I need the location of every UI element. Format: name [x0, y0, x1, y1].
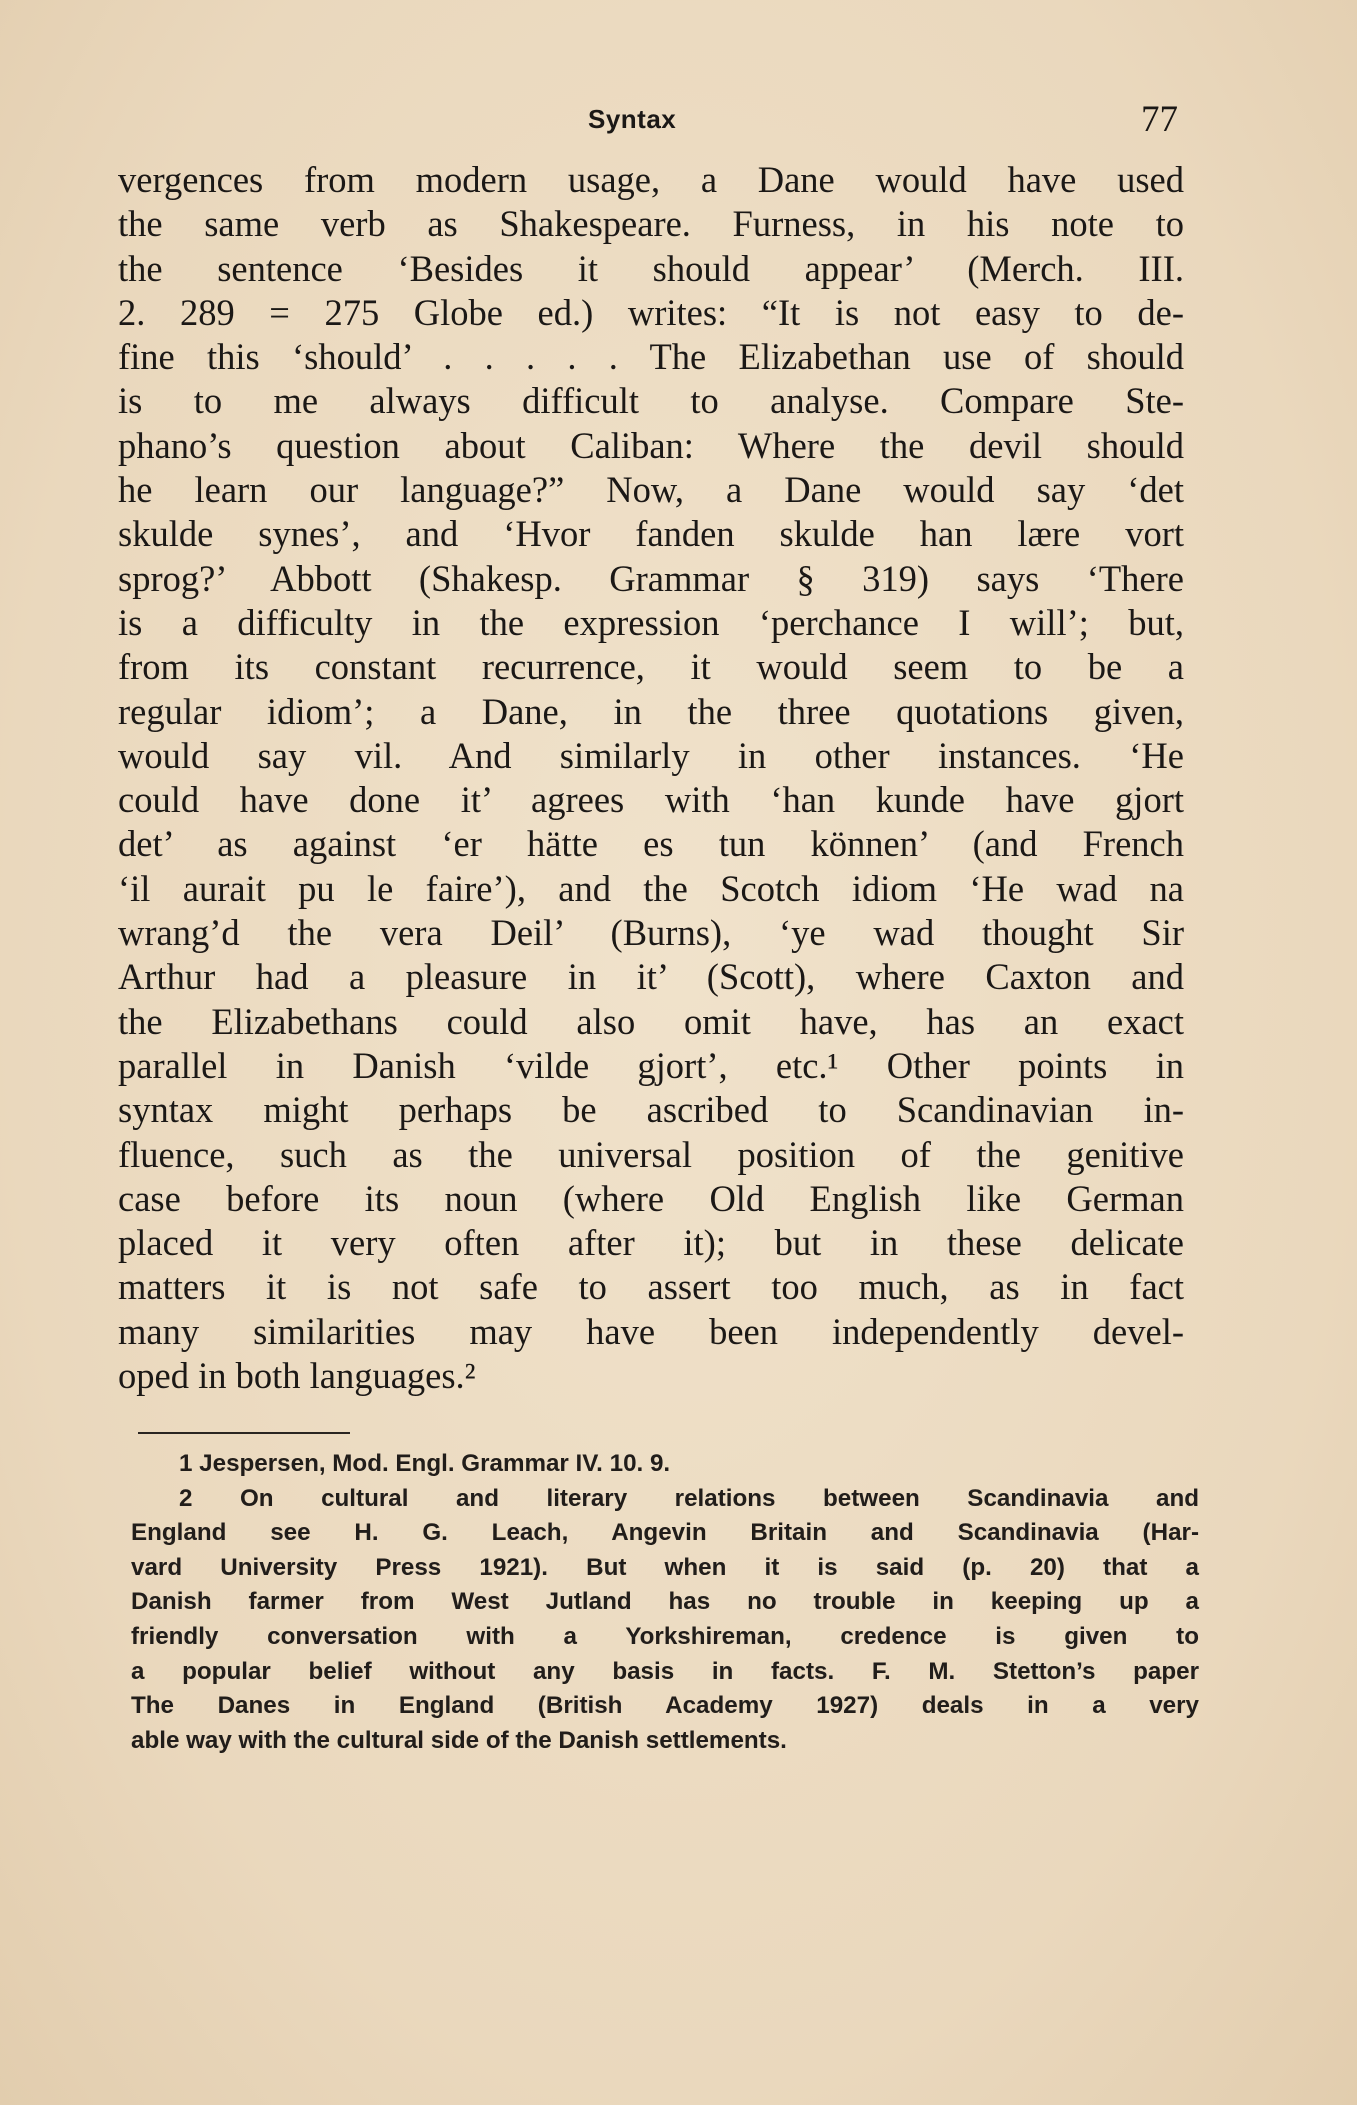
body-line: ‘il aurait pu le faire’), and the Scotch idiom ‘He wad na	[118, 867, 1184, 909]
page-number: 77	[1141, 99, 1178, 140]
page-header	[118, 98, 1178, 148]
footnote-1: 1 Jespersen, Mod. Engl. Grammar IV. 10. 9.	[179, 1450, 671, 1477]
body-line: fine this ‘should’ . . . . . The Elizabethan use of should	[118, 336, 1184, 378]
footnote-2-line: able way with the cultural side of the Danish settlements.	[131, 1726, 787, 1754]
body-line: placed it very often after it); but in these delicate	[118, 1222, 1184, 1264]
body-line: the same verb as Shakespeare. Furness, in his note to	[118, 203, 1184, 245]
body-line: he learn our language?” Now, a Dane would say ‘det	[118, 469, 1184, 511]
footnote-2-line: friendly conversation with a Yorkshireman, credence is given to	[131, 1622, 1199, 1650]
footnote-2-line: a popular belief without any basis in facts. F. M. Stetton’s paper	[131, 1657, 1199, 1685]
body-line: vergences from modern usage, a Dane would have used	[118, 159, 1184, 200]
footnote-2-line: vard University Press 1921). But when it is said (p. 20) that a	[131, 1553, 1199, 1581]
body-line: case before its noun (where Old English like German	[118, 1177, 1184, 1219]
body-line: 2. 289 = 275 Globe ed.) writes: “It is not easy to de-	[118, 291, 1184, 333]
footnote-2-line: The Danes in England (British Academy 1927) deals in a very	[131, 1692, 1199, 1720]
running-head: Syntax	[588, 104, 677, 134]
footnote-2-line: 2 On cultural and literary relations between Scandinavia and	[179, 1484, 1199, 1512]
body-text	[118, 158, 1184, 1398]
body-line: oped in both languages.²	[118, 1355, 476, 1397]
body-line: the sentence ‘Besides it should appear’ (Merch. III.	[118, 247, 1184, 289]
body-line: the Elizabethans could also omit have, has an exact	[118, 1000, 1184, 1042]
body-line: sprog?’ Abbott (Shakesp. Grammar § 319) says ‘There	[118, 557, 1184, 599]
body-line: fluence, such as the universal position of the genitive	[118, 1133, 1184, 1175]
body-line: could have done it’ agrees with ‘han kunde have gjort	[118, 779, 1184, 821]
body-line: syntax might perhaps be ascribed to Scandinavian in-	[118, 1089, 1184, 1131]
footnote-divider	[138, 1432, 350, 1434]
body-line: skulde synes’, and ‘Hvor fanden skulde han lære vort	[118, 513, 1184, 555]
body-line: many similarities may have been independently devel-	[118, 1310, 1184, 1352]
body-line: would say vil. And similarly in other instances. ‘He	[118, 734, 1184, 776]
body-line: parallel in Danish ‘vilde gjort’, etc.¹ Other points in	[118, 1044, 1184, 1086]
body-line: phano’s question about Caliban: Where the devil should	[118, 424, 1184, 466]
body-line: matters it is not safe to assert too much, as in fact	[118, 1266, 1184, 1308]
footnotes	[131, 1447, 1199, 1758]
body-line: det’ as against ‘er hätte es tun können’ (and French	[118, 823, 1184, 865]
body-line: is to me always difficult to analyse. Compare Ste-	[118, 380, 1184, 422]
footnote-2-line: Danish farmer from West Jutland has no trouble in keeping up a	[131, 1588, 1199, 1616]
body-line: is a difficulty in the expression ‘perchance I will’; but,	[118, 601, 1184, 643]
body-line: from its constant recurrence, it would seem to be a	[118, 646, 1184, 688]
body-line: Arthur had a pleasure in it’ (Scott), where Caxton and	[118, 956, 1184, 998]
footnote-2-line: England see H. G. Leach, Angevin Britain and Scandinavia (Har-	[131, 1519, 1199, 1547]
body-line: wrang’d the vera Deil’ (Burns), ‘ye wad thought Sir	[118, 912, 1184, 954]
body-line: regular idiom’; a Dane, in the three quotations given,	[118, 690, 1184, 732]
